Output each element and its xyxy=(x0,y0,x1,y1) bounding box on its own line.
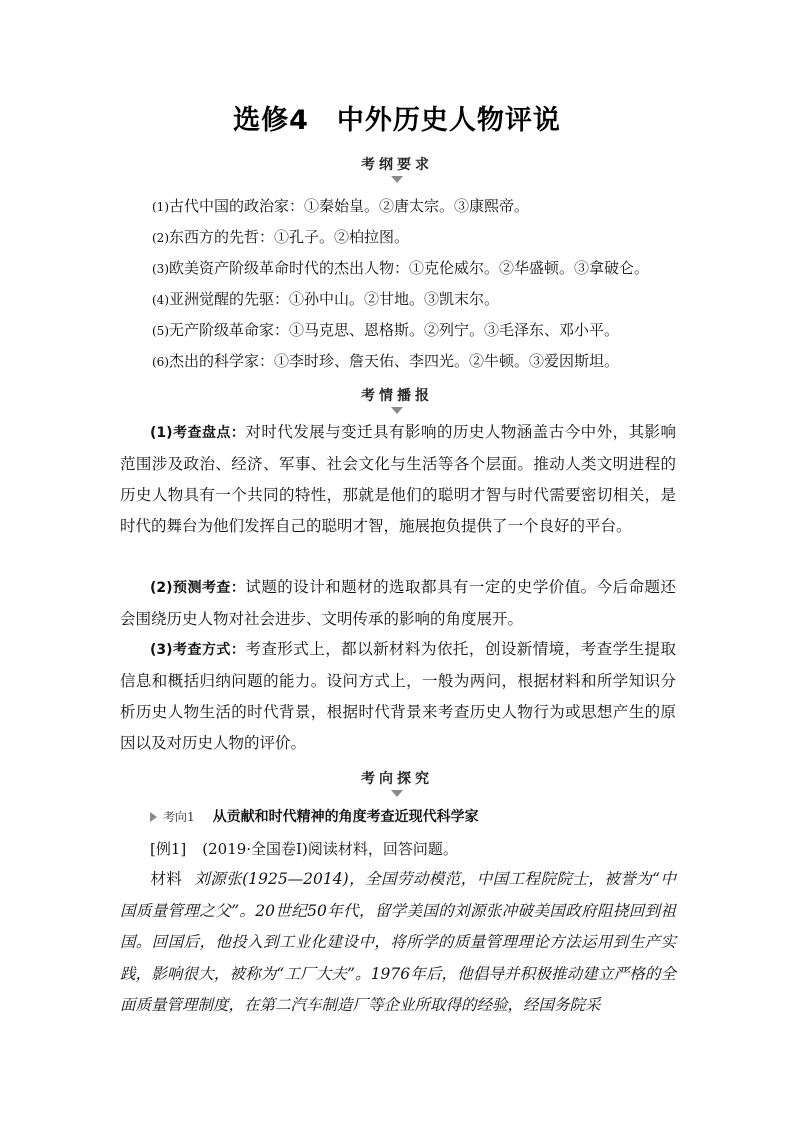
requirement-number: (5) xyxy=(152,324,169,338)
section-heading-gang xyxy=(0,154,794,183)
material-text: 刘源张(1925—2014)，全国劳动模范，中国工程院院士，被誉为“中国质量管理之父”。20世纪50年代，留学美国的刘源张冲破美国政府阻挠回到祖国。回国后，他投入到工业化建设中，将所学的质量管理理论方法运用到生产实践，影响很大，被称为“工厂大夫”。1976年后，他倡导并积极推动建立严格的全面质量管理制度，在第二汽车制造厂等企业所取得的经验，经国务院采 xyxy=(120,870,676,1014)
direction-heading xyxy=(150,806,479,826)
requirement-text: 古代中国的政治家：①秦始皇。②唐太宗。③康熙帝。 xyxy=(169,197,530,215)
requirement-number: (2) xyxy=(152,231,169,245)
direction-tag: 考向1 xyxy=(163,810,195,824)
requirement-text: 东西方的先哲：①孔子。②柏拉图。 xyxy=(169,228,410,246)
report-number: (2) xyxy=(150,580,173,596)
material-paragraph xyxy=(120,864,676,1022)
section-heading-gang-label: 考纲要求 xyxy=(361,157,433,173)
requirement-item xyxy=(152,227,409,248)
material-label: 材料 xyxy=(150,870,183,888)
requirement-text: 亚洲觉醒的先驱：①孙中山。②甘地。③凯末尔。 xyxy=(169,290,500,308)
requirement-number: (4) xyxy=(152,293,169,307)
section-heading-qing-label: 考情播报 xyxy=(361,388,433,404)
requirement-number: (3) xyxy=(152,262,169,276)
report-label: 考查盘点： xyxy=(172,425,246,441)
example-heading xyxy=(150,838,458,859)
report-label: 预测考查： xyxy=(172,580,246,596)
requirement-text: 欧美资产阶级革命时代的杰出人物：①克伦威尔。②华盛顿。③拿破仑。 xyxy=(169,259,650,277)
report-paragraph xyxy=(120,572,676,635)
requirement-item xyxy=(152,351,619,372)
requirement-item xyxy=(152,196,529,217)
report-paragraph xyxy=(120,634,676,759)
section-heading-qing xyxy=(0,385,794,414)
triangle-down-icon xyxy=(391,790,403,797)
triangle-down-icon xyxy=(391,176,403,183)
triangle-down-icon xyxy=(391,407,403,414)
arrow-right-icon xyxy=(150,812,157,822)
requirement-item xyxy=(152,289,499,310)
report-text: 试题的设计和题材的选取都具有一定的史学价值。今后命题还会围绕历史人物对社会进步、文明传承的影响的角度展开。 xyxy=(120,578,676,628)
section-heading-xiang-label: 考向探究 xyxy=(361,771,433,787)
requirement-text: 杰出的科学家：①李时珍、詹天佑、李四光。②牛顿。③爱因斯坦。 xyxy=(169,352,620,370)
report-text: 对时代发展与变迁具有影响的历史人物涵盖古今中外，其影响范围涉及政治、经济、军事、社会文化与生活等各个层面。推动人类文明进程的历史人物具有一个共同的特性，那就是他们的聪明才智与时代需要密切相关，是时代的舞台为他们发挥自己的聪明才智，施展抱负提供了一个良好的平台。 xyxy=(120,423,676,535)
report-number: (3) xyxy=(150,642,173,658)
report-paragraph xyxy=(120,417,676,542)
example-label: [例1] xyxy=(150,840,187,858)
requirement-number: (1) xyxy=(152,200,169,214)
direction-title: 从贡献和时代精神的角度考查近现代科学家 xyxy=(212,809,479,825)
requirement-item xyxy=(152,320,619,341)
example-text: (2019·全国卷Ⅰ)阅读材料，回答问题。 xyxy=(202,840,458,858)
report-number: (1) xyxy=(150,425,173,441)
requirement-number: (6) xyxy=(152,355,169,369)
report-label: 考查方式： xyxy=(172,642,246,658)
requirement-item xyxy=(152,258,649,279)
report-text: 考查形式上，都以新材料为依托，创设新情境，考查学生提取信息和概括归纳问题的能力。设问方式上，一般为两问，根据材料和所学知识分析历史人物生活的时代背景，根据时代背景来考查历史人物行为或思想产生的原因以及对历史人物的评价。 xyxy=(120,640,676,752)
requirement-text: 无产阶级革命家：①马克思、恩格斯。②列宁。③毛泽东、邓小平。 xyxy=(169,321,620,339)
section-heading-xiang xyxy=(0,768,794,797)
page-title: 选修4 中外历史人物评说 xyxy=(233,105,561,136)
